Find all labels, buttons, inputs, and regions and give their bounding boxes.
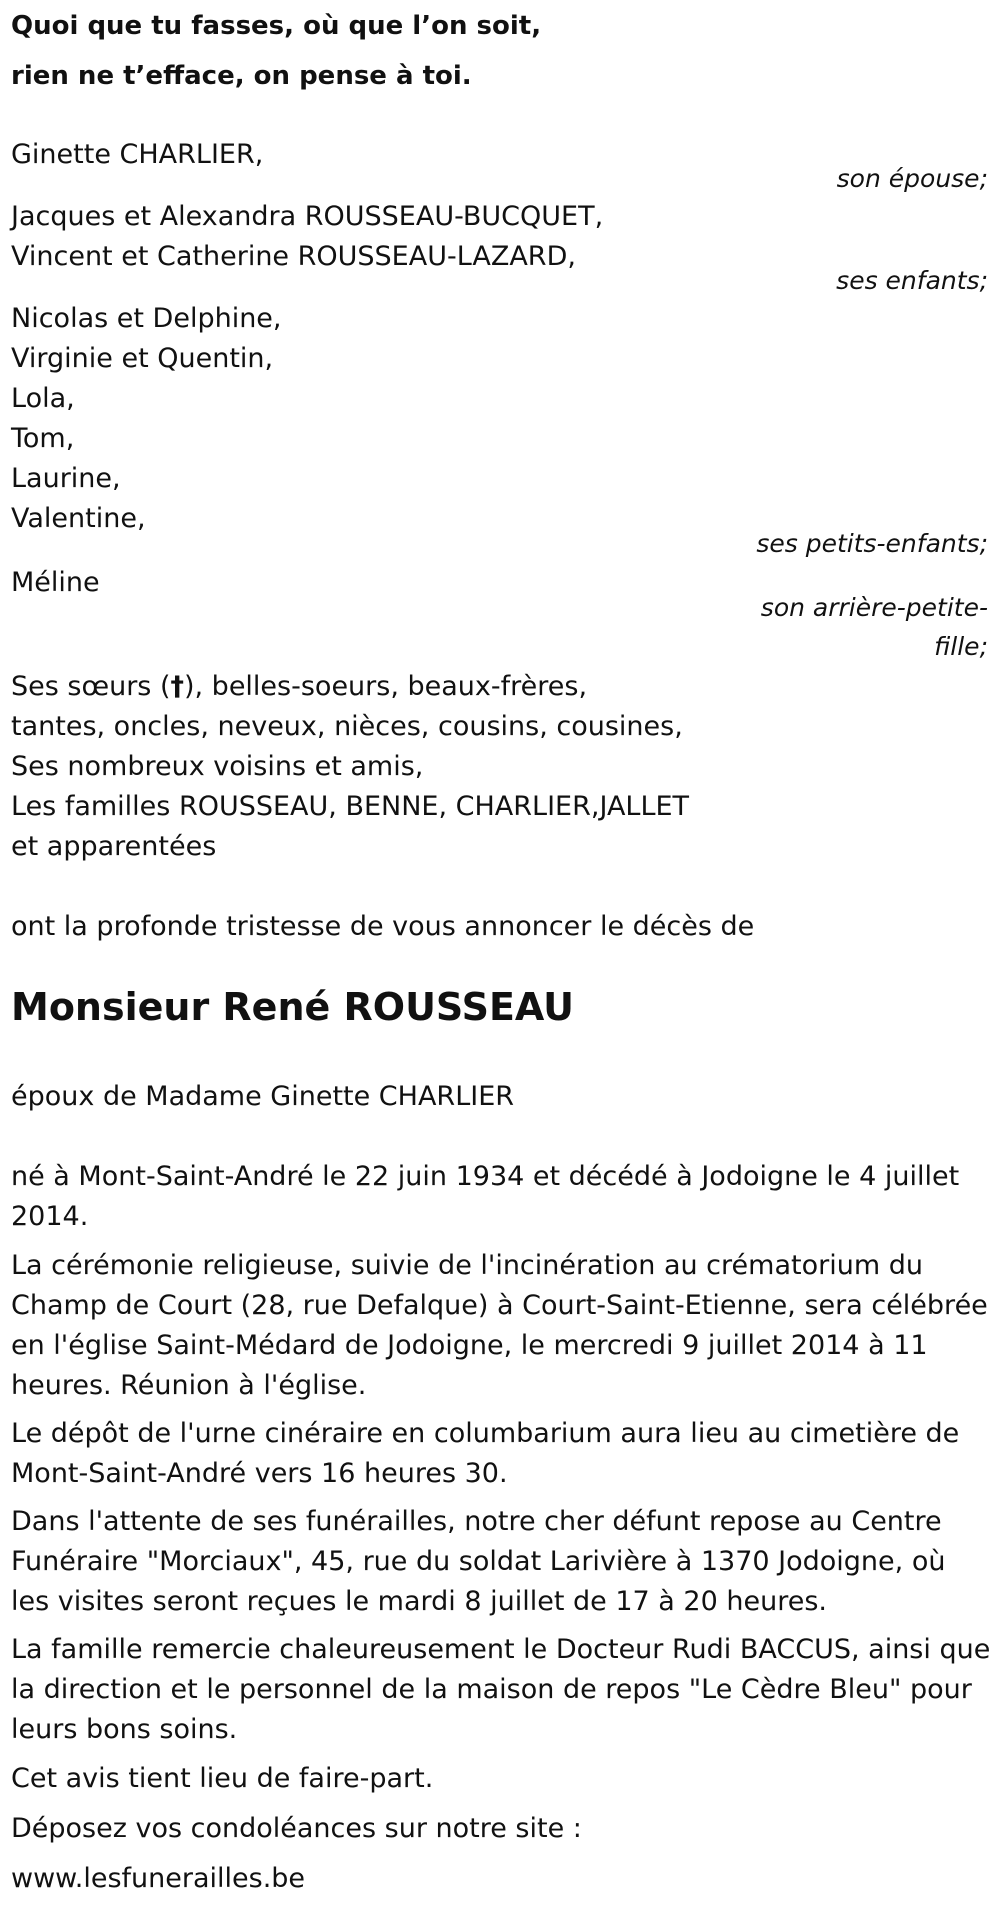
grandchild-6: Valentine, <box>11 503 146 534</box>
epigraph-line-1: Quoi que tu fasses, où que l’on soit, <box>11 11 542 41</box>
great-grandchild-role-line-2: fille; <box>934 632 988 661</box>
children-role: ses enfants; <box>836 266 988 295</box>
grandchild-5: Laurine, <box>11 463 121 494</box>
thanks-paragraph: La famille remercie chaleureusement le Docteur Rudi BACCUS, ainsi que la direction et le personnel de la maison de repos "Le Cèdre Bleu" pour leurs bons soins. <box>11 1634 991 1745</box>
visitation-paragraph: Dans l'attente de ses funérailles, notre cher défunt repose au Centre Funéraire "Morciaux", 45, rue du soldat Larivière à 1370 Jodoigne, où les visites seront reçues le mardi 8 juillet de 17 à 20 heures. <box>11 1506 946 1617</box>
grandchildren-role: ses petits-enfants; <box>756 529 988 558</box>
birth-death-paragraph: né à Mont-Saint-André le 22 juin 1934 et décédé à Jodoigne le 4 juillet 2014. <box>11 1161 960 1232</box>
child-2: Vincent et Catherine ROUSSEAU-LAZARD, <box>11 241 576 272</box>
others-line-4: Les familles ROUSSEAU, BENNE, CHARLIER,JALLET <box>11 791 690 822</box>
others-line-2: tantes, oncles, neveux, nièces, cousins, cousines, <box>11 711 683 742</box>
condolences-paragraph: Déposez vos condoléances sur notre site : <box>11 1813 582 1844</box>
spouse-name: Ginette CHARLIER, <box>11 139 264 170</box>
child-1: Jacques et Alexandra ROUSSEAU-BUCQUET, <box>11 201 604 232</box>
others-line-5: et apparentées <box>11 831 217 862</box>
great-grandchild: Méline <box>11 567 100 598</box>
grandchild-2: Virginie et Quentin, <box>11 343 274 374</box>
deceased-name: Monsieur René ROUSSEAU <box>11 985 575 1029</box>
others-line-1 <box>11 667 587 707</box>
notice-paragraph: Cet avis tient lieu de faire-part. <box>11 1763 434 1794</box>
spouse-role: son épouse; <box>836 164 988 193</box>
website-link[interactable]: www.lesfunerailles.be <box>11 1863 306 1894</box>
announcement: ont la profonde tristesse de vous annoncer le décès de <box>11 911 755 942</box>
deceased-spouse-of: époux de Madame Ginette CHARLIER <box>11 1081 515 1112</box>
others-line-1-suffix: ), belles-soeurs, beaux-frères, <box>183 671 588 702</box>
others-line-1-prefix: Ses sœurs ( <box>11 671 171 702</box>
great-grandchild-role-line-1: son arrière-petite- <box>760 593 988 622</box>
cross-icon: † <box>170 671 184 702</box>
grandchild-1: Nicolas et Delphine, <box>11 303 282 334</box>
others-line-3: Ses nombreux voisins et amis, <box>11 751 424 782</box>
grandchild-4: Tom, <box>11 423 75 454</box>
grandchild-3: Lola, <box>11 383 75 414</box>
epigraph-line-2: rien ne t’efface, on pense à toi. <box>11 61 472 91</box>
urn-paragraph: Le dépôt de l'urne cinéraire en columbarium aura lieu au cimetière de Mont-Saint-André vers 16 heures 30. <box>11 1418 960 1489</box>
ceremony-paragraph: La cérémonie religieuse, suivie de l'incinération au crématorium du Champ de Court (28, rue Defalque) à Court-Saint-Etienne, sera célébrée en l'église Saint-Médard de Jodoigne, le mercredi 9 juillet 2014 à 11 heures. Réunion à l'église. <box>11 1250 988 1401</box>
